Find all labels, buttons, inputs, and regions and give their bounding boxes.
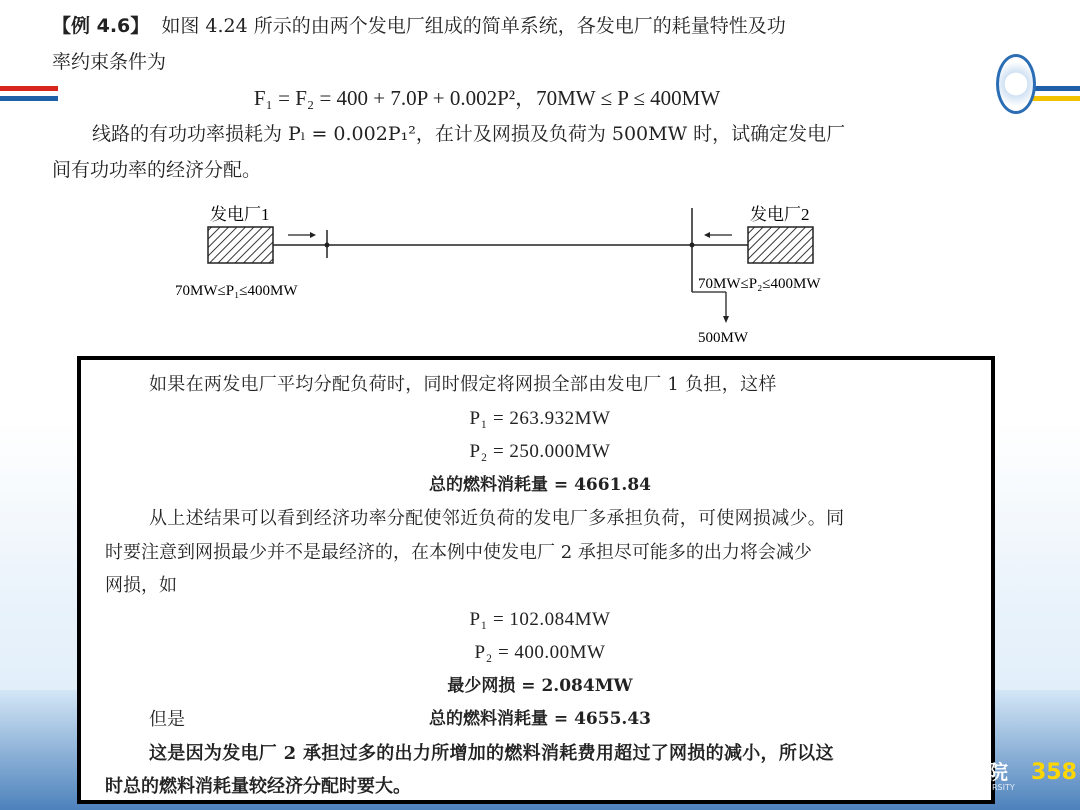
- equal-share-p2: P₂ = 250.000MW: [469, 441, 611, 462]
- problem-line-2: 率约束条件为: [52, 51, 167, 73]
- min-loss-value: 最少网损 = 2.084MW: [447, 675, 633, 696]
- plant1-arrowhead: [310, 232, 316, 238]
- load-label: 500MW: [698, 330, 748, 346]
- analysis-line-2: 时要注意到网损最少并不是最经济的，在本例中使发电厂 2 承担尽可能多的出力将会减少: [105, 541, 812, 563]
- cost-formula: F₁ = F₂ = 400 + 7.0P + 0.002P²，70MW ≤ P ≤ 400MW: [253, 86, 721, 110]
- min-loss-p2: P₂ = 400.00MW: [474, 642, 606, 663]
- problem-line-3: 线路的有功功率损耗为 Pₗ = 0.002P₁²，在计及网损及负荷为 500MW 时，试确定发电厂: [92, 123, 846, 145]
- min-loss-total-row: [105, 703, 975, 737]
- plant2-label: 发电厂2: [750, 205, 810, 224]
- plant1-block: [208, 227, 273, 263]
- equal-share-total: 总的燃料消耗量 = 4661.84: [429, 474, 651, 495]
- solution-content: [105, 368, 975, 804]
- analysis-line-3: 网损，如: [105, 575, 177, 596]
- footer-title-fragment: 院: [988, 760, 1008, 784]
- problem-text-1: 如图 4.24 所示的由两个发电厂组成的简单系统，各发电厂的耗量特性及功: [161, 15, 786, 37]
- min-loss-total: 总的燃料消耗量 = 4655.43: [429, 709, 651, 729]
- problem-line-4: 间有功功率的经济分配。: [52, 159, 262, 181]
- conclusion-line-1: 这是因为发电厂 2 承担过多的出力所增加的燃料消耗费用超过了网损的减小，所以这: [149, 742, 834, 764]
- system-diagram-svg: [170, 200, 890, 355]
- load-arrowhead: [723, 316, 729, 323]
- decor-stripe-left: [0, 86, 58, 106]
- problem-line-1: [52, 8, 982, 44]
- footer-sub-fragment: RSITY: [992, 783, 1015, 792]
- min-loss-p1: P₁ = 102.084MW: [469, 608, 611, 630]
- university-emblem-icon: [996, 54, 1036, 114]
- system-diagram: [170, 200, 890, 355]
- plant1-label: 发电厂1: [210, 205, 270, 224]
- solution-box: [77, 356, 995, 804]
- problem-statement: [52, 8, 982, 188]
- plant2-block: [748, 227, 813, 263]
- page-number: 358: [1031, 760, 1077, 785]
- analysis-line-1: 从上述结果可以看到经济功率分配使邻近负荷的发电厂多承担负荷，可使网损减少。同: [149, 508, 845, 529]
- decor-stripe-right: [1030, 86, 1080, 106]
- conclusion-line-2: 时总的燃料消耗量较经济分配时要大。: [105, 776, 411, 797]
- equal-share-p1: P₁ = 263.932MW: [469, 407, 611, 429]
- example-tag: 【例 4.6】: [52, 15, 150, 37]
- solution-intro: 如果在两发电厂平均分配负荷时，同时假定将网损全部由发电厂 1 负担，这样: [149, 374, 777, 395]
- plant2-arrowhead: [704, 232, 710, 238]
- plant1-constraint: 70MW≤P₁≤400MW: [175, 283, 298, 299]
- plant2-constraint: 70MW≤P₂≤400MW: [698, 276, 821, 292]
- but-label: 但是: [149, 709, 185, 730]
